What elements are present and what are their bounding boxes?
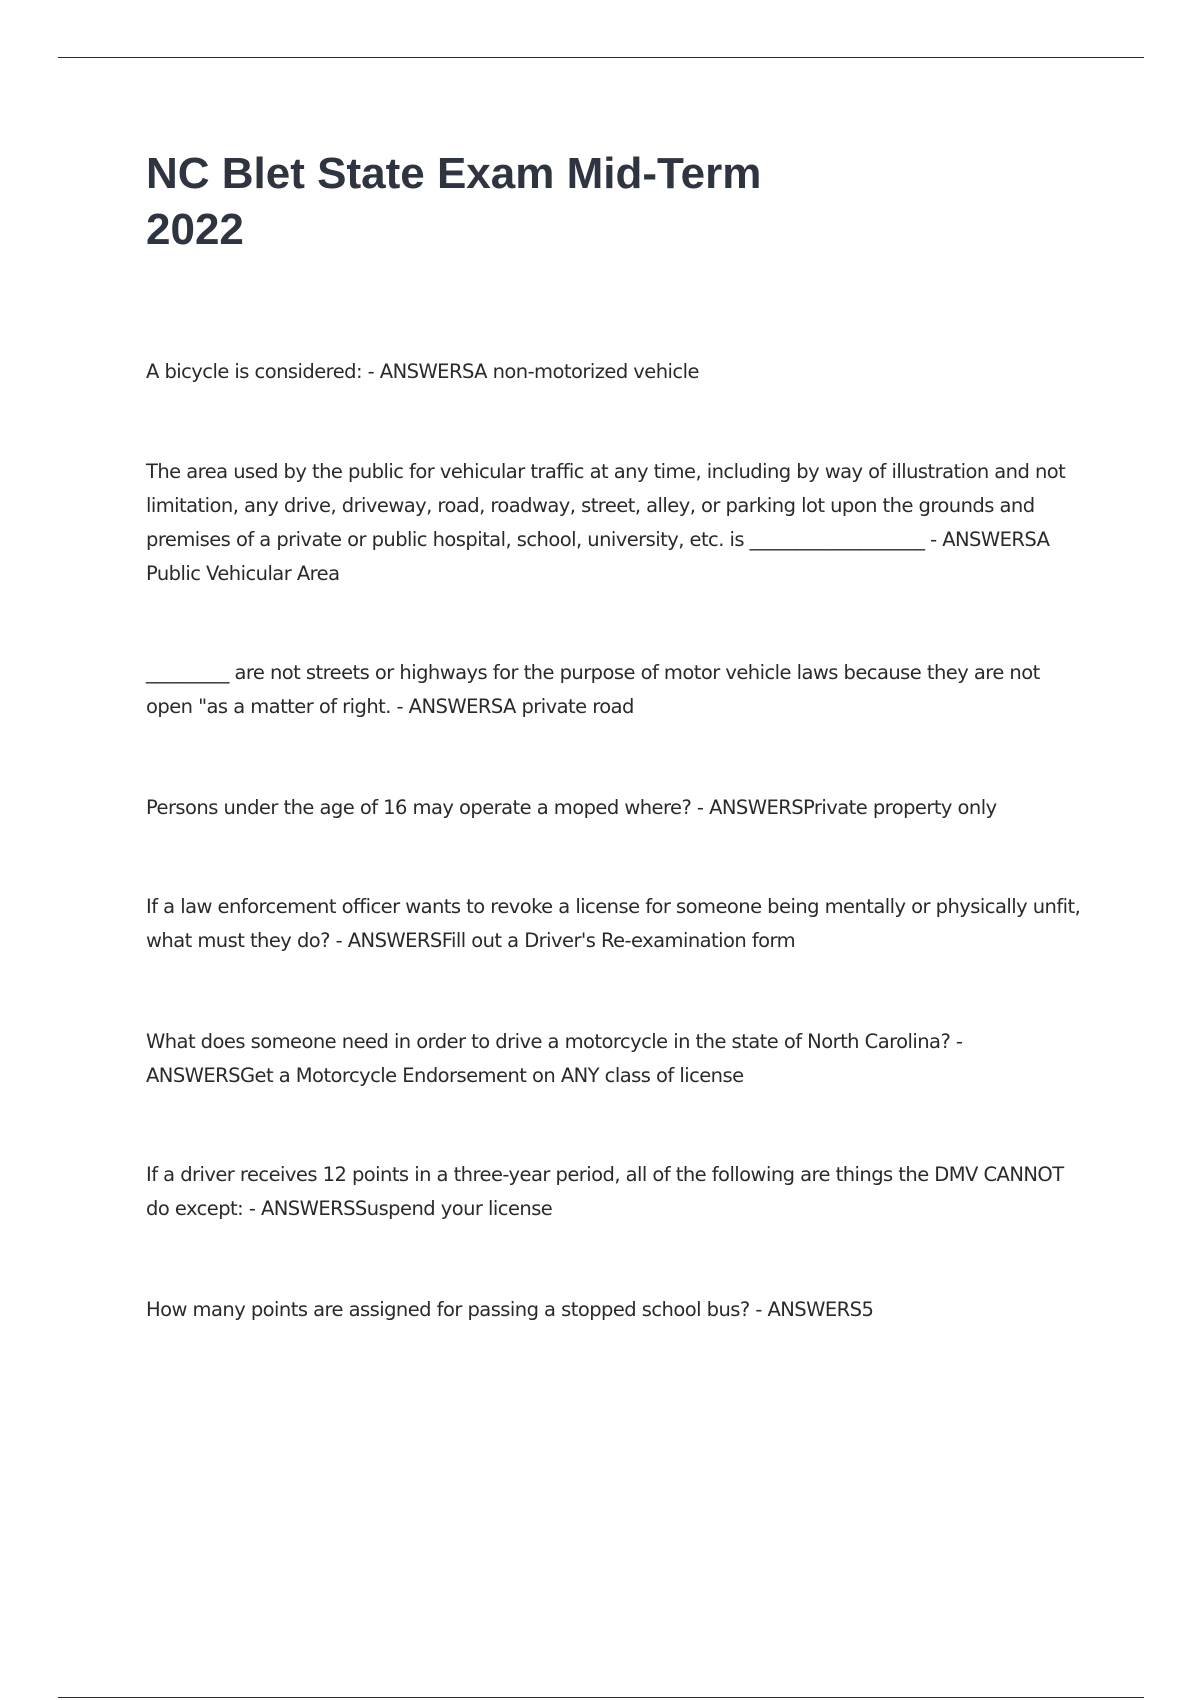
question-answer-item: A bicycle is considered: - ANSWERSA non-motorized vehicle [146, 360, 699, 383]
question-answer-item: The area used by the public for vehicular traffic at any time, including by way of illustration and not limitation, any drive, driveway, road, roadway, street, alley, or parking lot upon the grounds and premises of a private or public hospital, school, university, etc. is ___________________ - ANSWERSA Public Vehicular Area [146, 460, 1066, 585]
question-answer-item: Persons under the age of 16 may operate a moped where? - ANSWERSPrivate property only [146, 796, 997, 819]
bottom-divider [58, 1697, 1144, 1698]
question-answer-item: If a driver receives 12 points in a three-year period, all of the following are things the DMV CANNOT do except: - ANSWERSSuspend your license [146, 1163, 1064, 1220]
question-answer-item: What does someone need in order to drive a motorcycle in the state of North Carolina? - ANSWERSGet a Motorcycle Endorsement on ANY class of license [146, 1030, 963, 1087]
document-title: NC Blet State Exam Mid-Term 2022 [146, 149, 762, 254]
question-answer-item: _________ are not streets or highways for the purpose of motor vehicle laws because they are not open "as a matter of right. - ANSWERSA private road [146, 661, 1040, 718]
top-divider [58, 57, 1144, 58]
question-answer-item: How many points are assigned for passing a stopped school bus? - ANSWERS5 [146, 1298, 874, 1321]
question-answer-item: If a law enforcement officer wants to revoke a license for someone being mentally or physically unfit, what must they do? - ANSWERSFill out a Driver's Re-examination form [146, 895, 1081, 952]
